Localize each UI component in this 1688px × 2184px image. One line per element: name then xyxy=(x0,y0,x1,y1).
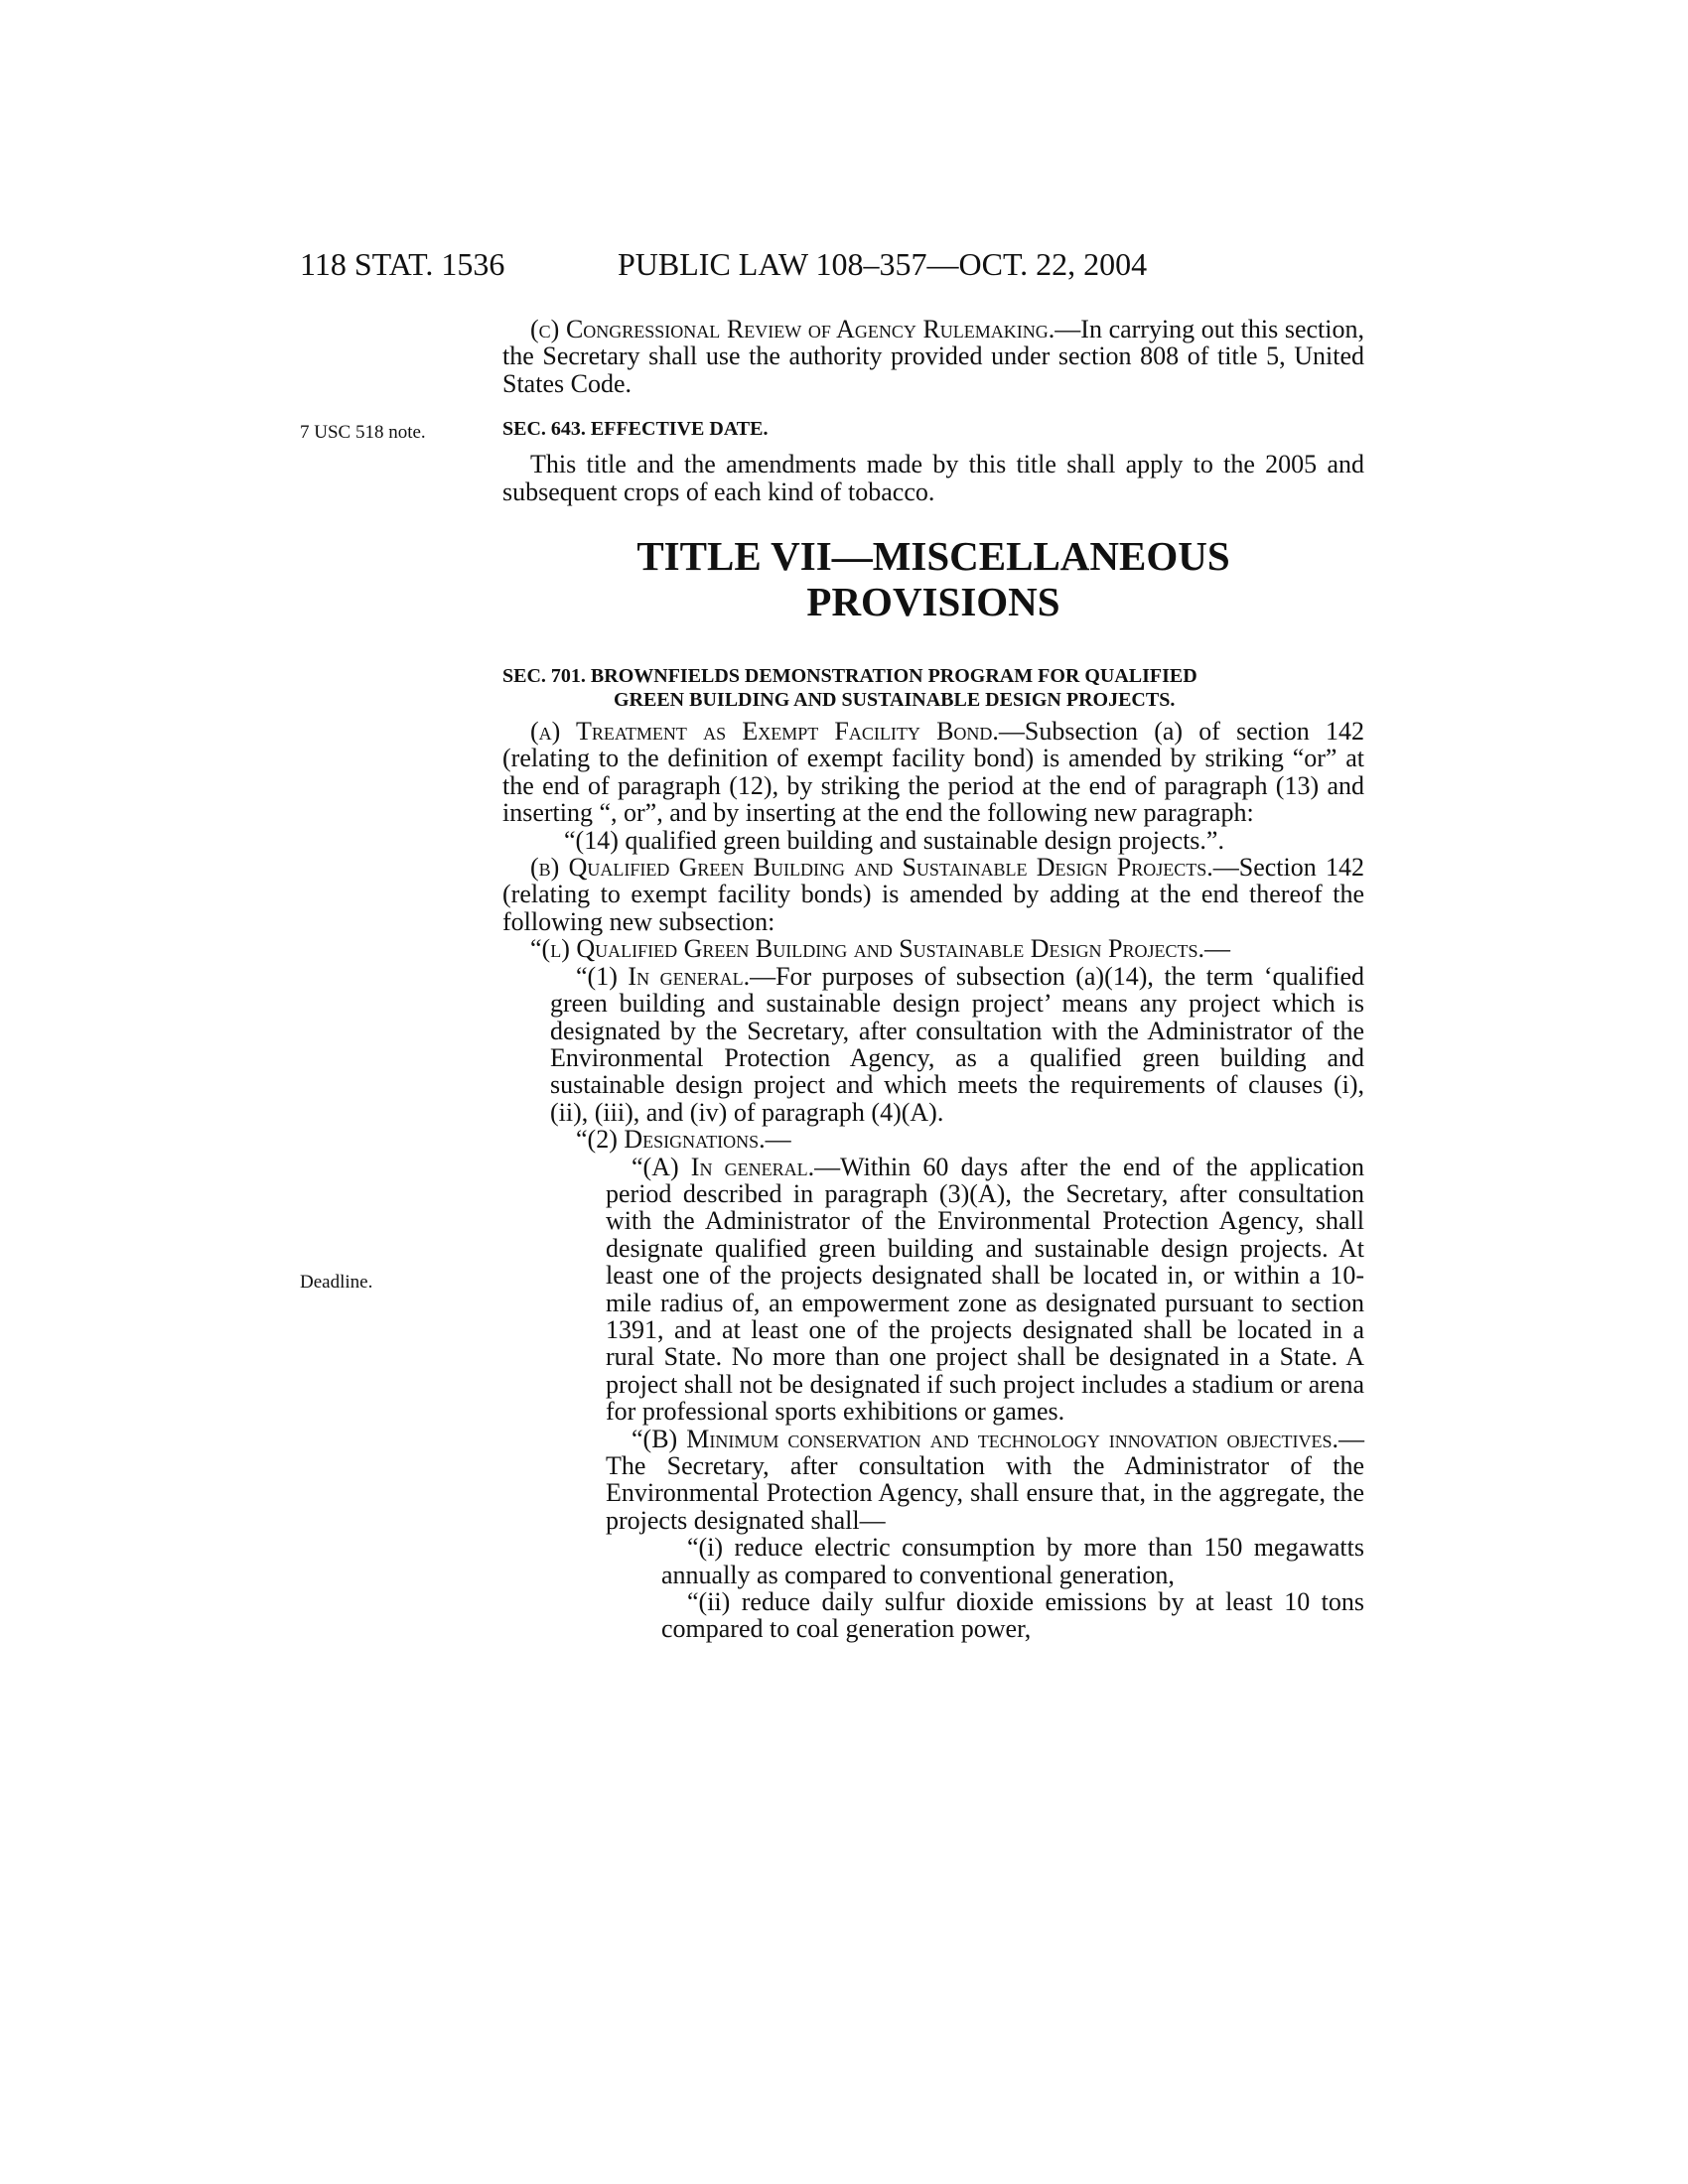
subsection-c-heading: (c) Congressional Review of Agency Rulemaking. xyxy=(530,315,1055,343)
sec-643-heading: SEC. 643. EFFECTIVE DATE. xyxy=(502,418,769,441)
subparagraph-a xyxy=(502,1154,1364,1426)
subsection-l xyxy=(502,935,1364,962)
subsection-b-heading: (b) Qualified Green Building and Sustainable Design Projects. xyxy=(530,853,1213,883)
sec-701-heading xyxy=(502,664,1364,712)
paragraph-2-heading: Designations. xyxy=(624,1125,766,1155)
subsection-b-text: —Section 142 (relating to exempt facility bonds) is amended by adding at the end thereof the following new subsection: xyxy=(502,853,1364,936)
statute-page-number: 118 STAT. 1536 xyxy=(300,246,505,282)
subparagraph-b-heading: Minimum conservation and technology innovation objectives. xyxy=(686,1424,1338,1453)
subsection-l-heading: “(l) Qualified Green Building and Sustainable Design Projects. xyxy=(530,934,1204,964)
subparagraph-b-text: —The Secretary, after consultation with the Administrator of the Environmental Protection Agency, shall ensure that, in the aggregate, the projects designated shall— xyxy=(606,1424,1364,1535)
margin-note-deadline: Deadline. xyxy=(300,1272,373,1293)
main-text-column xyxy=(502,316,1364,1643)
subsection-c-text: —In carrying out this section, the Secretary shall use the authority provided under section 808 of title 5, United States Code. xyxy=(502,315,1364,398)
paragraph-2-dash: — xyxy=(765,1125,791,1155)
title-vii-heading xyxy=(502,533,1364,624)
paragraph-1-heading: In general. xyxy=(628,961,751,991)
title-line-2: PROVISIONS xyxy=(806,579,1060,625)
paragraph-2 xyxy=(502,1126,1364,1153)
subparagraph-a-heading: In general. xyxy=(690,1152,815,1181)
subsection-c xyxy=(502,316,1364,397)
clause-ii: “(ii) reduce daily sulfur dioxide emissions by at least 10 tons compared to coal generation power, xyxy=(661,1587,1364,1644)
paragraph-2-prefix: “(2) xyxy=(576,1125,625,1155)
subparagraph-a-prefix: “(A) xyxy=(632,1152,691,1181)
margin-note-usc: 7 USC 518 note. xyxy=(300,422,426,443)
subsection-b xyxy=(502,854,1364,935)
sec-643-text: This title and the amendments made by this title shall apply to the 2005 and subsequent crops of each kind of tobacco. xyxy=(502,450,1364,506)
paragraph-1-prefix: “(1) xyxy=(576,961,629,991)
clause-i: “(i) reduce electric consumption by more than 150 megawatts annually as compared to conventional generation, xyxy=(661,1533,1364,1589)
sec-701-line-2: GREEN BUILDING AND SUSTAINABLE DESIGN PROJECTS. xyxy=(614,689,1176,712)
subsection-a xyxy=(502,718,1364,827)
subsection-a-heading: (a) Treatment as Exempt Facility Bond. xyxy=(530,717,999,747)
public-law-header: PUBLIC LAW 108–357—OCT. 22, 2004 xyxy=(618,246,1148,282)
subparagraph-b xyxy=(502,1426,1364,1535)
title-line-1: TITLE VII—MISCELLANEOUS xyxy=(636,533,1230,580)
subparagraph-a-text: —Within 60 days after the end of the application period described in paragraph (3)(A), the Secretary, after consultation with the Administrator of the Environmental Protection Agency, shall designate qualified green building and sustainable design projects. At least one of the projects designated shall be located in, or within a 10-mile radius of, an empowerment zone as designated pursuant to section 1391, and at least one of the projects designated shall be located in a rural State. No more than one project shall be designated in a State. A project shall not be designated if such project includes a stadium or arena for professional sports exhibitions or games. xyxy=(606,1152,1364,1427)
subparagraph-b-prefix: “(B) xyxy=(632,1424,687,1453)
paragraph-1-text: —For purposes of subsection (a)(14), the term ‘qualified green building and sustainable design project’ means any project which is designated by the Secretary, after consultation with the Administrator of the Environmental Protection Agency, as a qualified green building and sustainable design project and which meets the requirements of clauses (i), (ii), (iii), and (iv) of paragraph (4)(A). xyxy=(550,961,1364,1127)
subsection-a-text: —Subsection (a) of section 142 (relating to the definition of exempt facility bond) is amended by striking “or” at the end of paragraph (12), by striking the period at the end of paragraph (13) and inserting “, or”, and by inserting at the end the following new paragraph: xyxy=(502,717,1364,828)
paragraph-1 xyxy=(502,963,1364,1126)
sec-701-line-1: SEC. 701. BROWNFIELDS DEMONSTRATION PROGRAM FOR QUALIFIED xyxy=(502,665,1197,688)
subsection-l-dash: — xyxy=(1203,934,1230,964)
paragraph-14: “(14) qualified green building and sustainable design projects.”. xyxy=(564,825,1224,855)
